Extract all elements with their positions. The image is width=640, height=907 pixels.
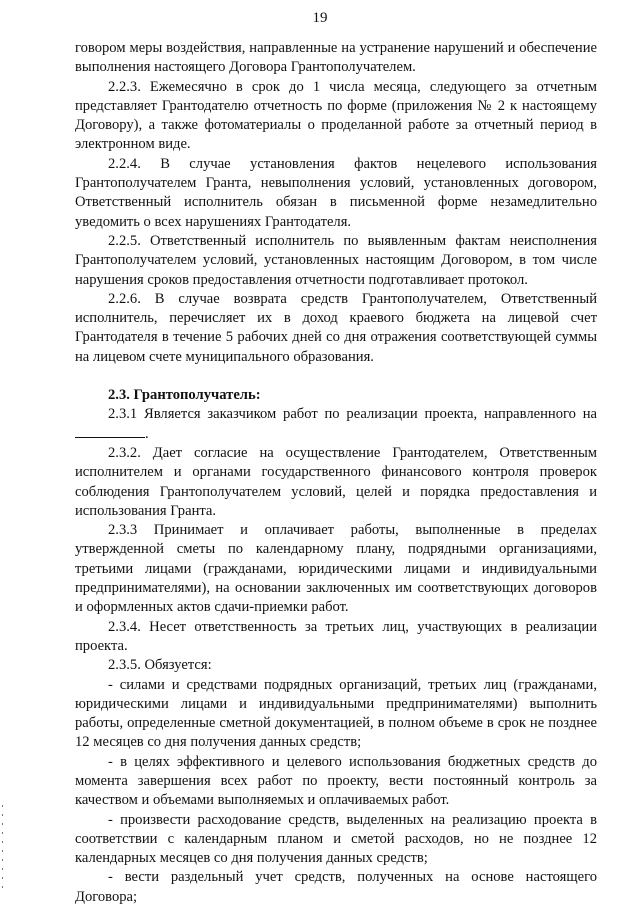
paragraph-2-2-3: 2.2.3. Ежемесячно в срок до 1 числа месяца, следующего за отчетным представляет Грантодателю отчетность по форме (приложения № 2 к настоящему Договору), а также фотоматериалы о проделанной работе за отчетный период в электронном виде.	[75, 78, 597, 153]
paragraph-2-3-1-text: 2.3.1 Является заказчиком работ по реализации проекта, направленного на	[108, 406, 597, 423]
paragraph-2-2-4: 2.2.4. В случае установления фактов нецелевого использования Грантополучателем Гранта, невыполнения условий, установленных договором, Ответственный исполнитель обязан в письменной форме незамедлительно уведомить о всех нарушениях Грантодателя.	[75, 155, 597, 230]
paragraph-continuation: говором меры воздействия, направленные на устранение нарушений и обеспечение выполнения настоящего Договора Грантополучателем.	[75, 40, 597, 76]
paragraph-2-3-5: 2.3.5. Обязуется:	[108, 657, 212, 674]
paragraph-2-3-3: 2.3.3 Принимает и оплачивает работы, выполненные в пределах утвержденной сметы по календарному плану, подрядными организациями, третьими лицами (гражданами, юридическими лицами и индивидуальными предпринимателями), на основании заключенных им соответствующих договоров и оформленных актов сдачи-приемки работ.	[75, 522, 597, 616]
list-item-obligation-2: - в целях эффективного и целевого использования бюджетных средств до момента завершения всех работ по проекту, вести постоянный контроль за качеством и объемами выполняемых и оплачиваемых работ.	[75, 753, 597, 809]
scan-margin-marks	[2, 805, 5, 900]
list-item-obligation-3: - произвести расходование средств, выделенных на реализацию проекта в соответствии с календарным планом и сметой расходов, но не позднее 12 календарных месяцев со дня получения данных средств;	[75, 811, 597, 867]
paragraph-2-3-4: 2.3.4. Несет ответственность за третьих лиц, участвующих в реализации проекта.	[75, 618, 597, 654]
paragraph-2-3-1-end: .	[145, 425, 149, 442]
list-item-obligation-1: - силами и средствами подрядных организаций, третьих лиц (гражданами, юридическими лицами и индивидуальными предпринимателями) выполнить работы, определенные сметной документацией, в полном объеме в срок не позднее 12 месяцев со дня получения данных средств;	[75, 676, 597, 751]
list-item-obligation-4: - вести раздельный учет средств, полученных на основе настоящего Договора;	[75, 869, 597, 905]
document-body	[75, 39, 597, 907]
paragraph-2-2-6: 2.2.6. В случае возврата средств Грантополучателем, Ответственный исполнитель, перечисляет их в доход краевого бюджета на лицевой счет Грантодателя в течение 5 рабочих дней со дня отражения соответствующей суммы на лицевом счете муниципального образования.	[75, 290, 597, 365]
page-number: 19	[312, 10, 328, 26]
paragraph-2-3-1	[75, 405, 597, 444]
section-heading-2-3: 2.3. Грантополучатель:	[108, 387, 261, 404]
fill-in-blank	[75, 425, 145, 438]
paragraph-2-2-5: 2.2.5. Ответственный исполнитель по выявленным фактам неисполнения Грантополучателем условий, установленных настоящим Договором, в том числе нарушения сроков предоставления отчетности подготавливает протокол.	[75, 232, 597, 288]
paragraph-2-3-2: 2.3.2. Дает согласие на осуществление Грантодателем, Ответственным исполнителем и органами государственного финансового контроля проверок соблюдения Грантополучателем условий, целей и порядка предоставления и использования Гранта.	[75, 444, 597, 519]
